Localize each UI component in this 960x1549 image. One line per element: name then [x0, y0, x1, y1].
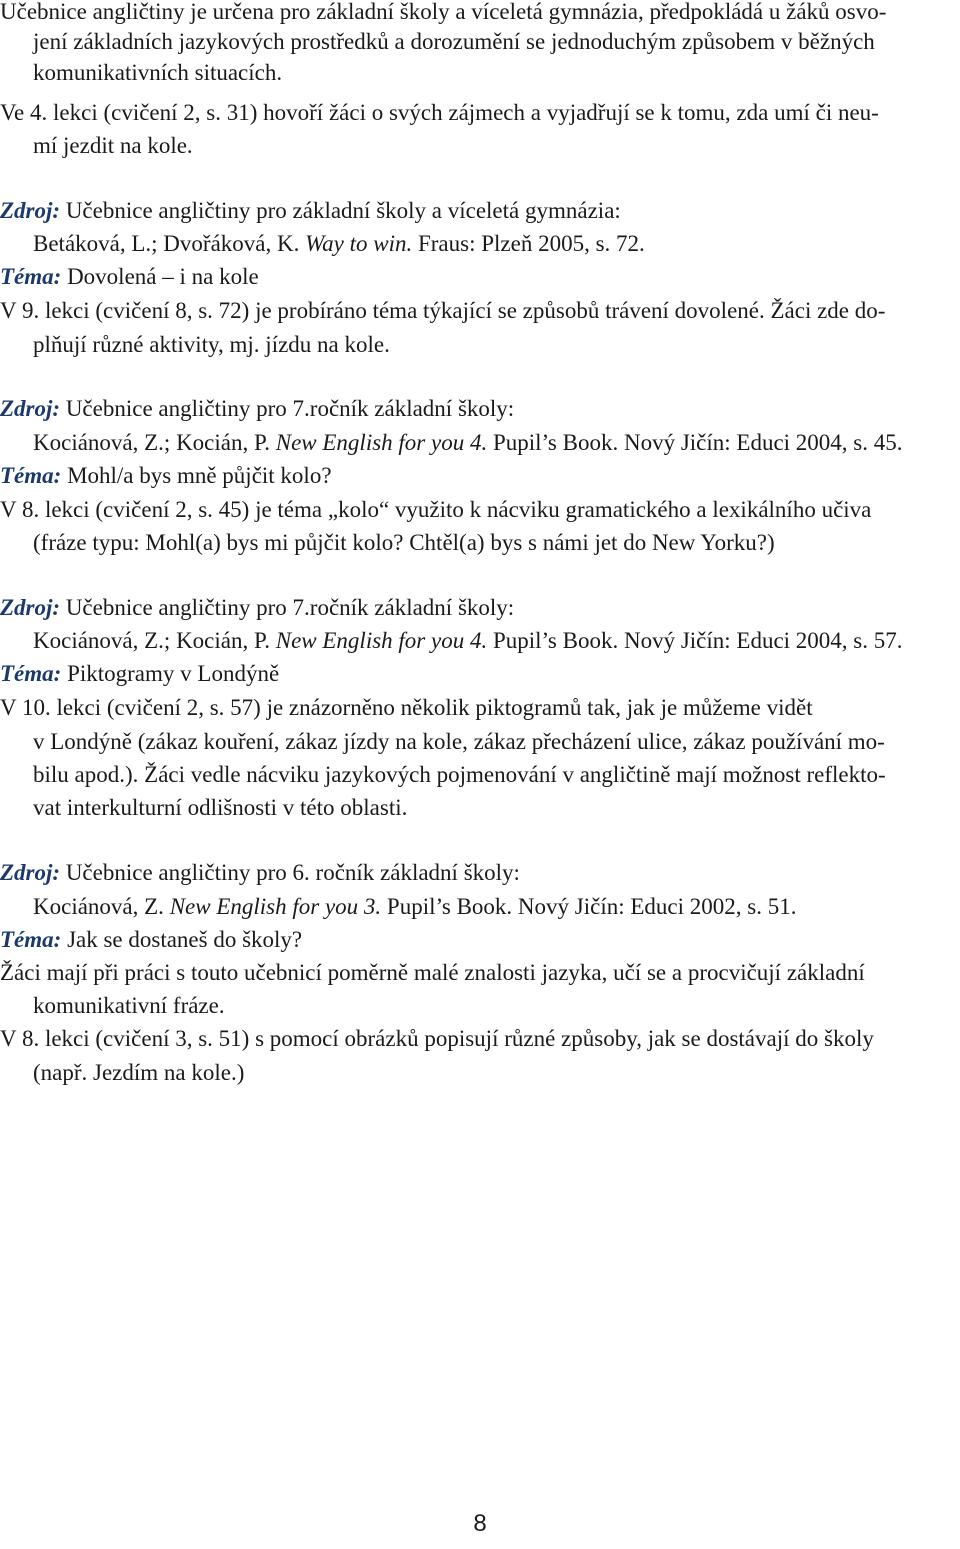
topic-2	[0, 461, 332, 491]
topic-3-text: Piktogramy v Londýně	[67, 661, 280, 686]
citation-authors: Kociánová, Z.; Kocián, P.	[33, 430, 270, 455]
zdroj-label: Zdroj:	[0, 860, 61, 885]
citation-publisher: Pupil’s Book. Nový Jičín: Educi 2002, s. 51.	[386, 894, 797, 919]
citation-publisher: Pupil’s Book. Nový Jičín: Educi 2004, s. 45.	[492, 430, 903, 455]
source-1-title: Učebnice angličtiny pro základní školy a víceletá gymnázia:	[65, 198, 621, 223]
source-4-title: Učebnice angličtiny pro 6. ročník základní školy:	[65, 860, 520, 885]
source-4	[0, 858, 520, 888]
topic-3-line-4: vat interkulturní odlišnosti v této oblasti.	[33, 795, 408, 820]
citation-3	[33, 626, 903, 656]
topic-3-line-2: v Londýně (zákaz kouření, zákaz jízdy na kole, zákaz přecházení ulice, zákaz používání mo-	[33, 729, 885, 754]
source-2-title: Učebnice angličtiny pro 7.ročník základní školy:	[65, 396, 515, 421]
intro-line-1: Učebnice angličtiny je určena pro základní školy a víceletá gymnázia, předpokládá u žáků osvo-	[0, 0, 887, 24]
citation-authors: Betáková, L.; Dvořáková, K.	[33, 231, 300, 256]
topic-1	[0, 262, 259, 292]
topic-2-line-2: (fráze typu: Mohl(a) bys mi půjčit kolo? Chtěl(a) bys s námi jet do New Yorku?)	[33, 530, 775, 555]
topic-1-text: Dovolená – i na kole	[67, 264, 259, 289]
topic-4-line-1: Žáci mají při práci s touto učebnicí poměrně malé znalosti jazyka, učí se a procvičují základní	[0, 960, 865, 985]
citation-publisher: Pupil’s Book. Nový Jičín: Educi 2004, s. 57.	[492, 628, 903, 653]
tema-label: Téma:	[0, 463, 62, 488]
source-3-title: Učebnice angličtiny pro 7.ročník základní školy:	[65, 595, 515, 620]
zdroj-label: Zdroj:	[0, 198, 61, 223]
page-number: 8	[473, 1510, 487, 1537]
tema-label: Téma:	[0, 927, 62, 952]
topic-2-line-1: V 8. lekci (cvičení 2, s. 45) je téma „kolo“ využito k nácviku gramatického a lexikálního učiva	[0, 497, 872, 522]
topic-4-line-3: V 8. lekci (cvičení 3, s. 51) s pomocí obrázků popisují různé způsoby, jak se dostávají do školy	[0, 1026, 874, 1051]
source-1	[0, 196, 621, 226]
topic-3-line-1: V 10. lekci (cvičení 2, s. 57) je znázorněno několik piktogramů tak, jak je můžeme vidět	[0, 695, 813, 720]
citation-authors: Kociánová, Z.; Kocián, P.	[33, 628, 270, 653]
topic-4-text: Jak se dostaneš do školy?	[67, 927, 303, 952]
citation-authors: Kociánová, Z.	[33, 894, 164, 919]
tema-label: Téma:	[0, 264, 62, 289]
topic-4-line-4: (např. Jezdím na kole.)	[33, 1060, 245, 1085]
zdroj-label: Zdroj:	[0, 396, 61, 421]
citation-book-title: Way to win.	[305, 231, 413, 256]
topic-4	[0, 925, 302, 955]
topic-3-line-3: bilu apod.). Žáci vedle nácviku jazykových pojmenování v angličtině mají možnost reflekto-	[33, 762, 886, 787]
topic-4-line-2: komunikativní fráze.	[33, 993, 225, 1018]
tema-label: Téma:	[0, 661, 62, 686]
intro-line-3: komunikativních situacích.	[33, 60, 283, 85]
intro-line-2: jení základních jazykových prostředků a dorozumění se jednoduchým způsobem v běžných	[33, 29, 875, 54]
citation-book-title: New English for you 3.	[169, 894, 382, 919]
citation-book-title: New English for you 4.	[275, 430, 488, 455]
topic-2-text: Mohl/a bys mně půjčit kolo?	[67, 463, 332, 488]
source-3	[0, 593, 514, 623]
citation-4	[33, 892, 796, 922]
topic-1-line-2: plňují různé aktivity, mj. jízdu na kole.	[33, 332, 390, 357]
topic-3	[0, 659, 279, 689]
intro-line-5: mí jezdit na kole.	[33, 133, 193, 158]
citation-2	[33, 428, 903, 458]
citation-publisher: Fraus: Plzeň 2005, s. 72.	[417, 231, 645, 256]
intro-line-4: Ve 4. lekci (cvičení 2, s. 31) hovoří žáci o svých zájmech a vyjadřují se k tomu, zda umí či neu-	[0, 100, 879, 125]
topic-1-line-1: V 9. lekci (cvičení 8, s. 72) je probíráno téma týkající se způsobů trávení dovolené. Žáci zde do-	[0, 298, 886, 323]
source-2	[0, 394, 514, 424]
zdroj-label: Zdroj:	[0, 595, 61, 620]
citation-1	[33, 229, 645, 259]
citation-book-title: New English for you 4.	[275, 628, 488, 653]
